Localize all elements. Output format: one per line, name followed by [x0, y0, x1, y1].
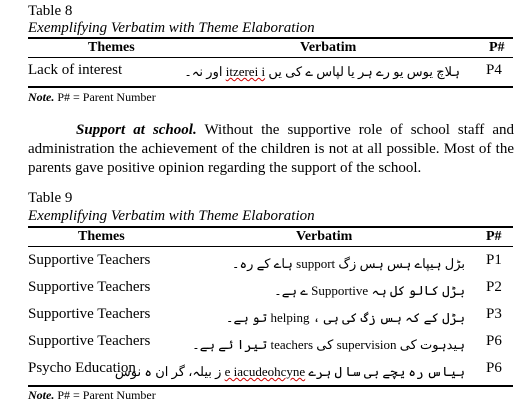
table8-header-themes: Themes: [88, 40, 135, 55]
table9-bottom-rule: [28, 385, 513, 387]
table8-row-pnum: P4: [486, 62, 502, 78]
support-paragraph: [28, 121, 514, 178]
verbatim-urdu: ہیدہوت کی: [399, 337, 465, 352]
table9-header-rule: [28, 246, 513, 247]
verbatim-urdu: بڑل کے کہ ہس زگ کی ہی ،: [312, 310, 465, 325]
table8-caption: Table 8: [28, 3, 73, 19]
table9-note: [28, 388, 156, 403]
table9-row-pnum: P2: [486, 279, 502, 295]
table9-row-pnum: P3: [486, 306, 502, 322]
table9-row-pnum: P6: [486, 333, 502, 349]
table8-top-rule: [28, 37, 513, 39]
table9-title: Exemplifying Verbatim with Theme Elaboration: [28, 208, 315, 224]
table9-row-verbatim: [200, 283, 465, 299]
note-text: P# = Parent Number: [54, 90, 156, 104]
table9-row-theme: Psycho Education: [28, 360, 136, 376]
verbatim-urdu-tail: ہاے کے رہ۔: [231, 256, 293, 271]
table8-row-verbatim: [184, 64, 460, 80]
table9-row-theme: Supportive Teachers: [28, 279, 151, 295]
table8-header-pnum: P#: [489, 40, 505, 55]
table9-row-theme: Supportive Teachers: [28, 252, 151, 268]
table8-header-verbatim: Verbatim: [300, 40, 357, 55]
table9-row-theme: Supportive Teachers: [28, 333, 151, 349]
verbatim-urdu-tail: اور نہ۔: [184, 64, 223, 79]
table9-row-pnum: P1: [486, 252, 502, 268]
verbatim-latin: support: [296, 256, 336, 271]
verbatim-latin: Supportive: [311, 283, 369, 298]
table8-header-rule: [28, 57, 513, 58]
table9-row-verbatim: [200, 310, 465, 326]
verbatim-urdu: بڑل کالو کل ہہ: [371, 283, 465, 298]
verbatim-latin: helping: [270, 310, 310, 325]
table9-row-theme: Supportive Teachers: [28, 306, 151, 322]
note-label: Note.: [28, 90, 55, 104]
verbatim-urdu-mid: کی: [316, 337, 334, 352]
table9-header-pnum: P#: [486, 229, 502, 244]
verbatim-urdu: ہیاس رہ یچے بی سا ل ہرے: [308, 364, 465, 379]
table9-row-verbatim: [192, 337, 465, 353]
note-label: Note.: [28, 388, 55, 402]
table9-row-pnum: P6: [486, 360, 502, 376]
table9-row-verbatim: [114, 364, 465, 380]
table9-top-rule: [28, 226, 513, 228]
table8-bottom-rule: [28, 86, 513, 88]
table8-title: Exemplifying Verbatim with Theme Elaboration: [28, 20, 315, 36]
table8-note: [28, 90, 156, 105]
table9-header-themes: Themes: [78, 229, 125, 244]
verbatim-latin: e iacudeohcyne: [224, 364, 306, 379]
verbatim-latin-2: teachers: [270, 337, 314, 352]
verbatim-urdu-tail: تو ہے۔: [225, 310, 268, 325]
verbatim-urdu-tail: ے ہے۔: [274, 283, 308, 298]
verbatim-urdu: ہلاچ یوس یو رے ہر یا لپاس ے کی یں: [268, 64, 460, 79]
verbatim-latin: supervision: [336, 337, 397, 352]
table8-row-theme: Lack of interest: [28, 62, 123, 78]
verbatim-urdu-tail: تیرا ئے ہے۔: [192, 337, 268, 352]
table9-caption: Table 9: [28, 190, 73, 206]
table9-row-verbatim: [200, 256, 465, 272]
note-text: P# = Parent Number: [54, 388, 156, 402]
verbatim-latin: itzerei i: [225, 64, 266, 79]
paragraph-heading: Support at school.: [76, 122, 197, 138]
paragraph-body: Without the supportive role of school staff and administration the achievement of the children is not at all possible. Most of the parents gave positive opinion regarding the support of the school.: [28, 122, 514, 176]
verbatim-urdu: بڑل ہیپاے ہس ہس زگ: [338, 256, 465, 271]
table9-header-verbatim: Verbatim: [296, 229, 353, 244]
verbatim-urdu-tail: ز بیلہ، گر ان ہ نوس: [114, 364, 222, 379]
